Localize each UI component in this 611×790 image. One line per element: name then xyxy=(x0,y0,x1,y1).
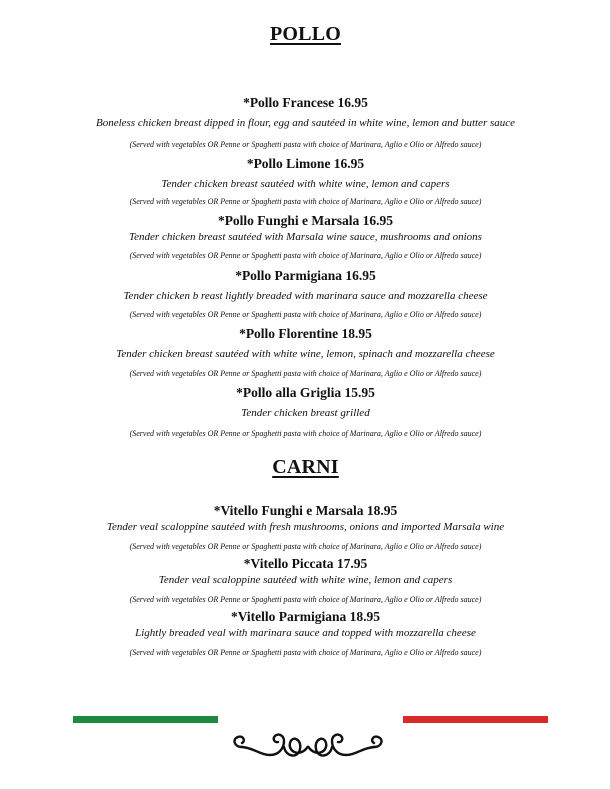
menu-item-description: Lightly breaded veal with marinara sauce and topped with mozzarella cheese xyxy=(135,627,476,639)
menu-item-description: Tender chicken breast sautéed with white wine, lemon, spinach and mozzarella cheese xyxy=(116,348,495,360)
menu-item-name: *Pollo Florentine 18.95 xyxy=(239,326,372,341)
menu-item-serving-note: (Served with vegetables OR Penne or Spaghetti pasta with choice of Marinara, Aglio e Olio or Alfredo sauce) xyxy=(129,369,482,378)
green-flag-bar xyxy=(73,716,218,723)
scroll-flourish-icon xyxy=(228,727,388,767)
menu-item-name: *Vitello Funghi e Marsala 18.95 xyxy=(213,503,398,518)
menu-item-serving-note: (Served with vegetables OR Penne or Spaghetti pasta with choice of Marinara, Aglio e Olio or Alfredo sauce) xyxy=(129,197,482,206)
menu-item-serving-note: (Served with vegetables OR Penne or Spaghetti pasta with choice of Marinara, Aglio e Olio or Alfredo sauce) xyxy=(129,648,482,657)
menu-item-name: *Pollo Funghi e Marsala 16.95 xyxy=(217,213,394,228)
menu-item-description: Tender chicken breast grilled xyxy=(241,407,370,419)
red-flag-bar xyxy=(403,716,548,723)
menu-item-name: *Pollo Parmigiana 16.95 xyxy=(235,268,376,283)
menu-item-serving-note: (Served with vegetables OR Penne or Spaghetti pasta with choice of Marinara, Aglio e Olio or Alfredo sauce) xyxy=(129,429,482,438)
menu-item-name: *Pollo Limone 16.95 xyxy=(246,156,365,171)
menu-item-serving-note: (Served with vegetables OR Penne or Spaghetti pasta with choice of Marinara, Aglio e Olio or Alfredo sauce) xyxy=(129,542,482,551)
menu-item-serving-note: (Served with vegetables OR Penne or Spaghetti pasta with choice of Marinara, Aglio e Olio or Alfredo sauce) xyxy=(129,251,482,260)
menu-item-description: Tender veal scaloppine sautéed with fresh mushrooms, onions and imported Marsala wine xyxy=(106,521,505,533)
menu-item-description: Boneless chicken breast dipped in flour, egg and sautéed in white wine, lemon and butter sauce xyxy=(95,117,516,129)
menu-item-serving-note: (Served with vegetables OR Penne or Spaghetti pasta with choice of Marinara, Aglio e Olio or Alfredo sauce) xyxy=(129,595,482,604)
section-title-pollo: POLLO xyxy=(269,23,341,45)
menu-item-serving-note: (Served with vegetables OR Penne or Spaghetti pasta with choice of Marinara, Aglio e Olio or Alfredo sauce) xyxy=(129,140,482,149)
menu-item-serving-note: (Served with vegetables OR Penne or Spaghetti pasta with choice of Marinara, Aglio e Olio or Alfredo sauce) xyxy=(129,310,482,319)
menu-item-description: Tender chicken breast sautéed with white wine, lemon and capers xyxy=(161,178,450,190)
menu-item-name: *Vitello Piccata 17.95 xyxy=(243,556,368,571)
menu-item-description: Tender chicken b reast lightly breaded with marinara sauce and mozzarella cheese xyxy=(123,290,488,302)
menu-item-name: *Vitello Parmigiana 18.95 xyxy=(230,609,381,624)
menu-item-name: *Pollo alla Griglia 15.95 xyxy=(236,385,375,400)
menu-item-name: *Pollo Francese 16.95 xyxy=(243,95,368,110)
menu-item-description: Tender veal scaloppine sautéed with white wine, lemon and capers xyxy=(158,574,453,586)
section-title-carni: CARNI xyxy=(272,456,339,478)
menu-item-description: Tender chicken breast sautéed with Marsala wine sauce, mushrooms and onions xyxy=(129,231,482,243)
